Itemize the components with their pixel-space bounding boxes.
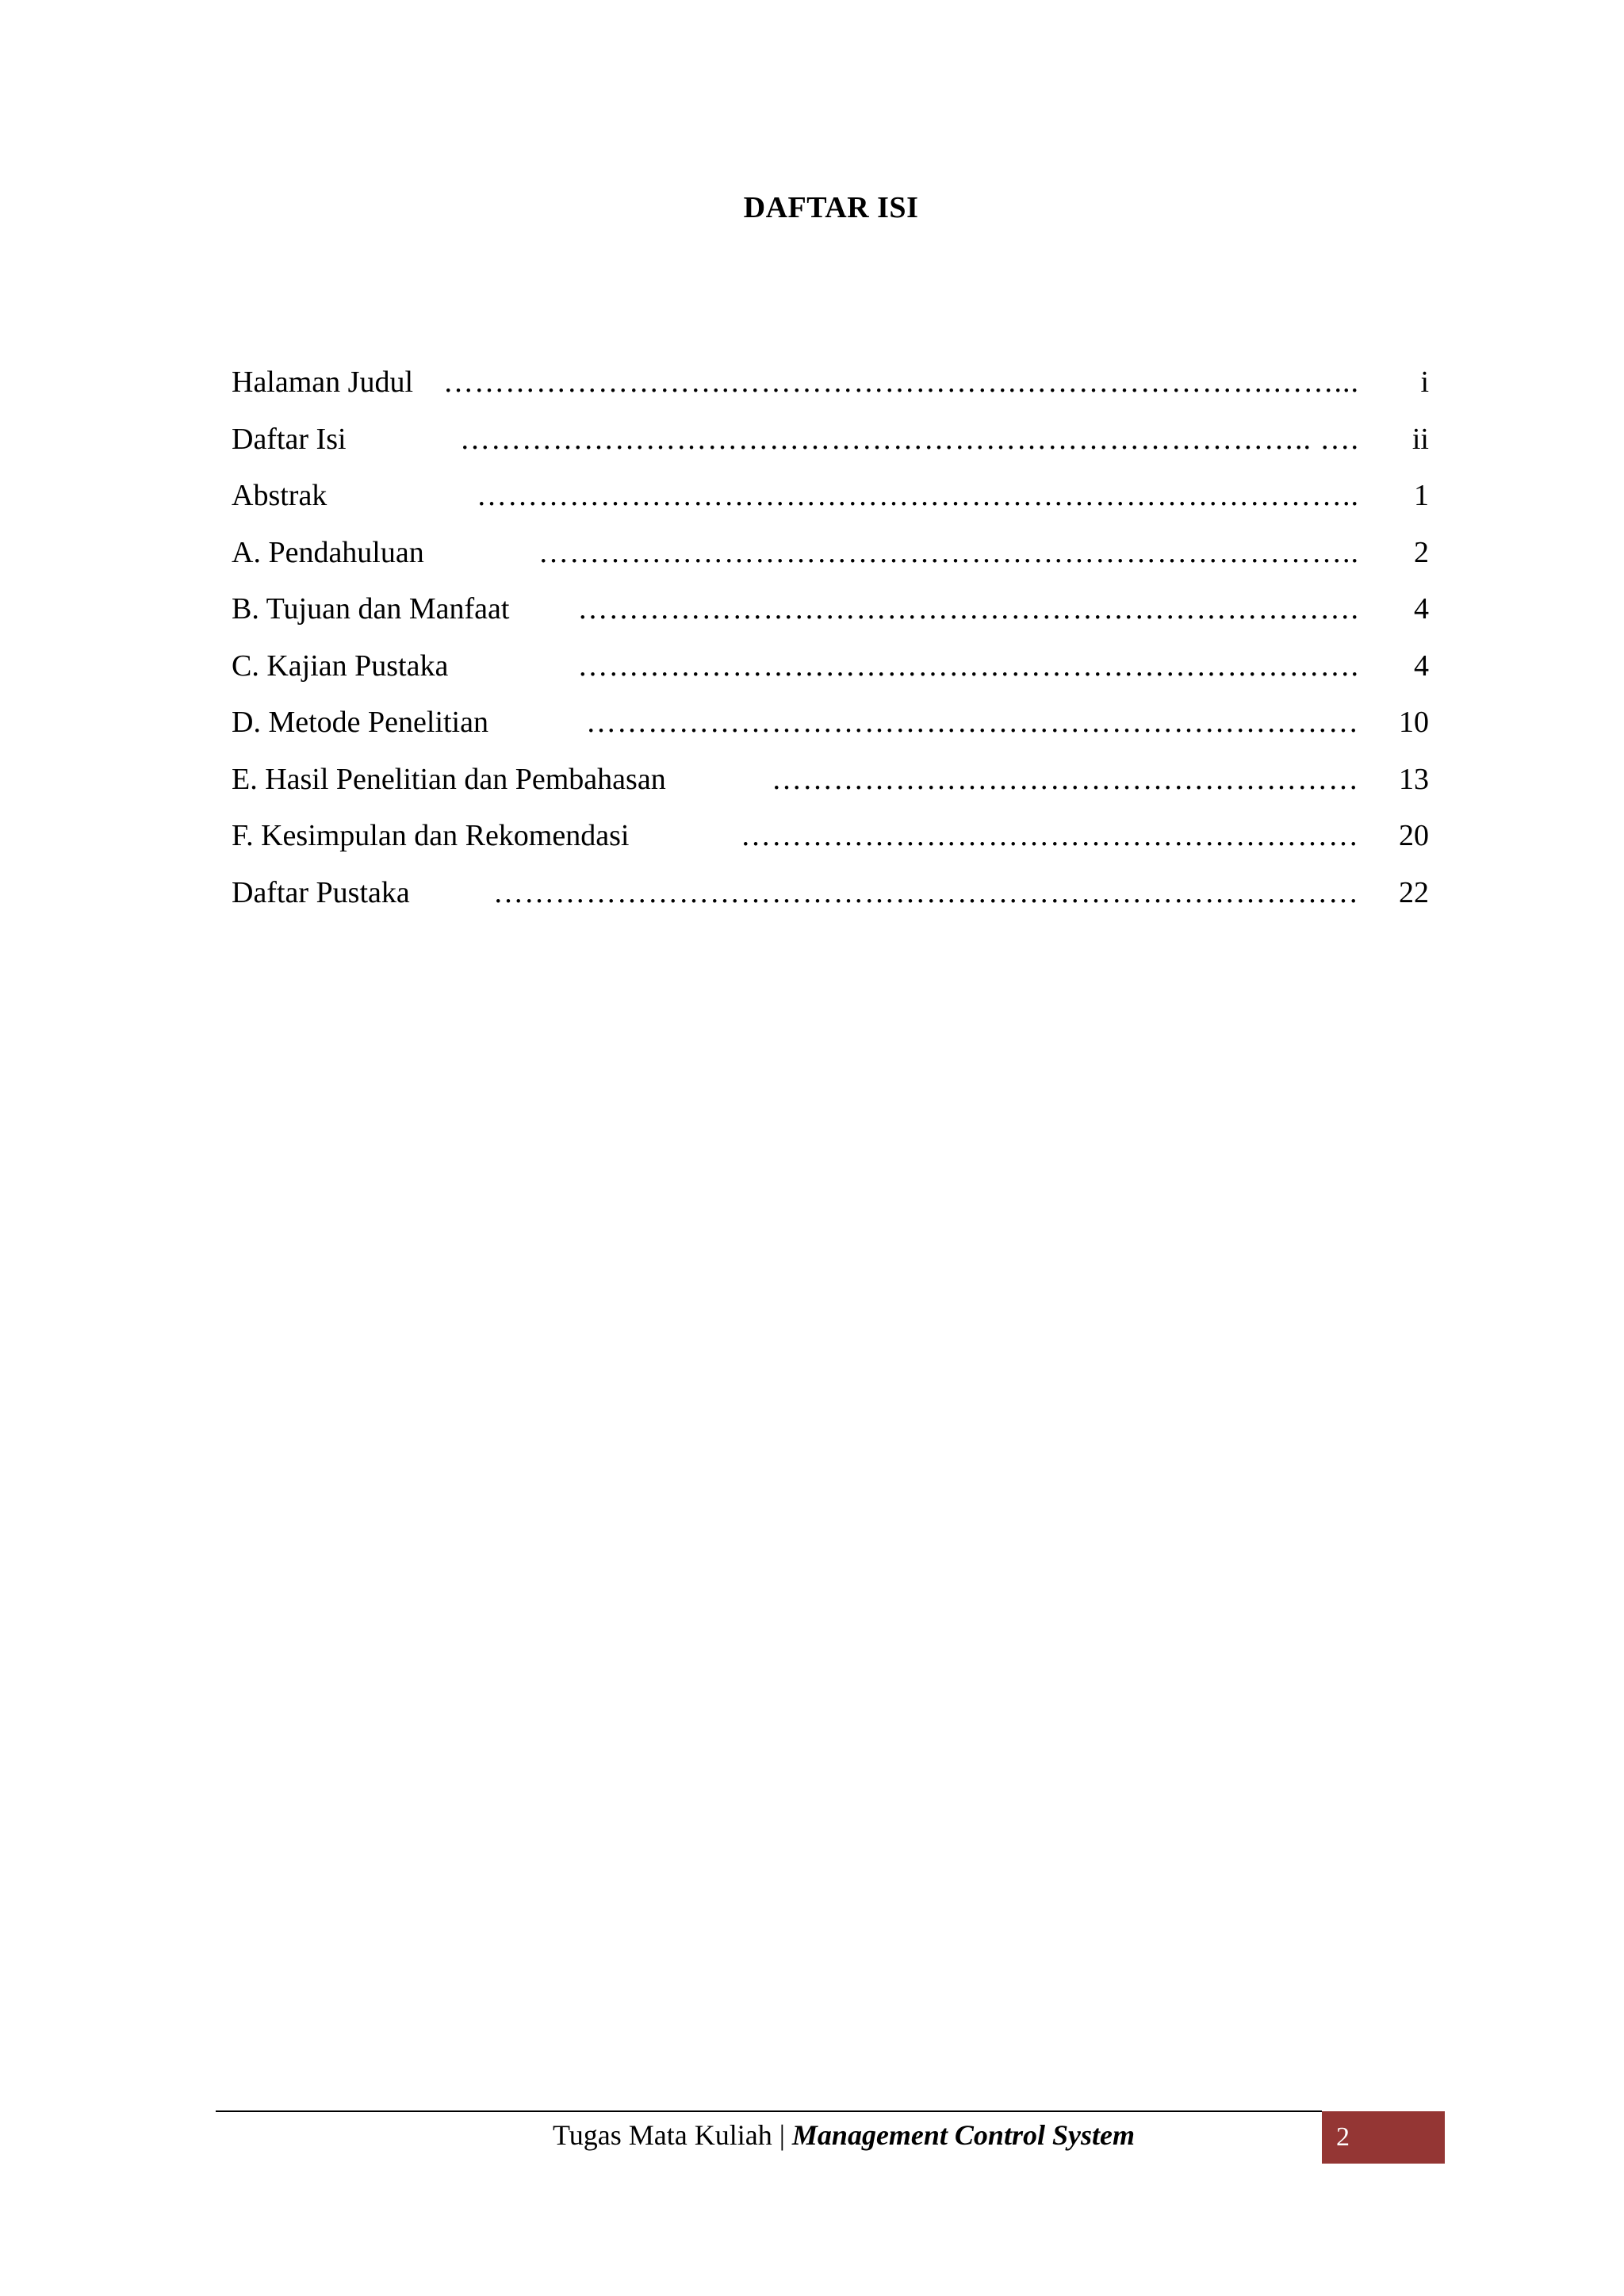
toc-leader-dots: ………………………………………………………………… [586,706,1359,739]
toc-entry-page: 10 [1399,706,1429,739]
toc-entry-page: i [1420,365,1429,399]
toc-entry-pendahuluan[interactable] [232,529,1429,586]
footer-divider [216,2110,1322,2112]
toc-entry-daftar-pustaka[interactable] [232,869,1429,926]
toc-entry-kesimpulan[interactable] [232,812,1429,869]
toc-entry-label: Daftar Isi [232,415,351,463]
toc-entry-page: 2 [1414,535,1429,569]
toc-leader-dots: …………………………………………………………………. [577,649,1359,683]
toc-entry-label: B. Tujuan dan Manfaat [232,585,514,633]
toc-leader-dots: ……………………………………………………………………….. …. [460,422,1359,456]
toc-entry-page: 13 [1399,762,1429,796]
toc-leader-dots: ……………………….……………………….…………………….……... [443,365,1359,399]
footer-course-prefix: Tugas Mata Kuliah | [553,2119,792,2151]
toc-entry-label: Abstrak [232,472,331,519]
toc-leader-dots: ………………………………………………………………………… [493,875,1359,909]
toc-leader-dots: …………………………………………………………………….. [538,535,1359,569]
toc-entry-page: 4 [1414,592,1429,626]
toc-entry-metode-penelitian[interactable] [232,698,1429,756]
toc-entry-page: 22 [1399,875,1429,909]
toc-entry-label: C. Kajian Pustaka [232,642,453,690]
toc-entry-page: ii [1411,422,1429,456]
toc-entry-label: A. Pendahuluan [232,529,429,576]
toc-leader-dots: ………………………………………………………………………….. [477,479,1359,512]
toc-entry-label: F. Kesimpulan dan Rekomendasi [232,812,634,859]
toc-entry-abstrak[interactable] [232,472,1429,529]
footer-course-title [216,2118,1472,2152]
toc-entry-daftar-isi[interactable] [232,415,1429,473]
toc-entry-hasil-penelitian[interactable] [232,756,1429,813]
toc-entry-page: 20 [1399,819,1429,852]
toc-entry-tujuan-dan-manfaat[interactable] [232,585,1429,642]
toc-entry-label: E. Hasil Penelitian dan Pembahasan [232,756,671,803]
toc-entry-label: Halaman Judul [232,358,418,406]
toc-entry-kajian-pustaka[interactable] [232,642,1429,699]
toc-entry-page: 4 [1414,649,1429,683]
toc-entry-page: 1 [1414,479,1429,512]
toc-entry-label: D. Metode Penelitian [232,698,493,746]
footer-subject: Management Control System [791,2119,1135,2151]
toc-leader-dots: …………………………………………………………………. [577,592,1359,626]
page-number-badge: 2 [1322,2111,1445,2164]
toc-leader-dots: ………………………………………………… [772,762,1359,796]
toc-leader-dots: …………………………………………………… [741,819,1359,852]
page-title: DAFTAR ISI [743,191,919,224]
table-of-contents [232,358,1429,925]
toc-entry-label: Daftar Pustaka [232,869,415,916]
toc-entry-halaman-judul[interactable] [232,358,1429,415]
